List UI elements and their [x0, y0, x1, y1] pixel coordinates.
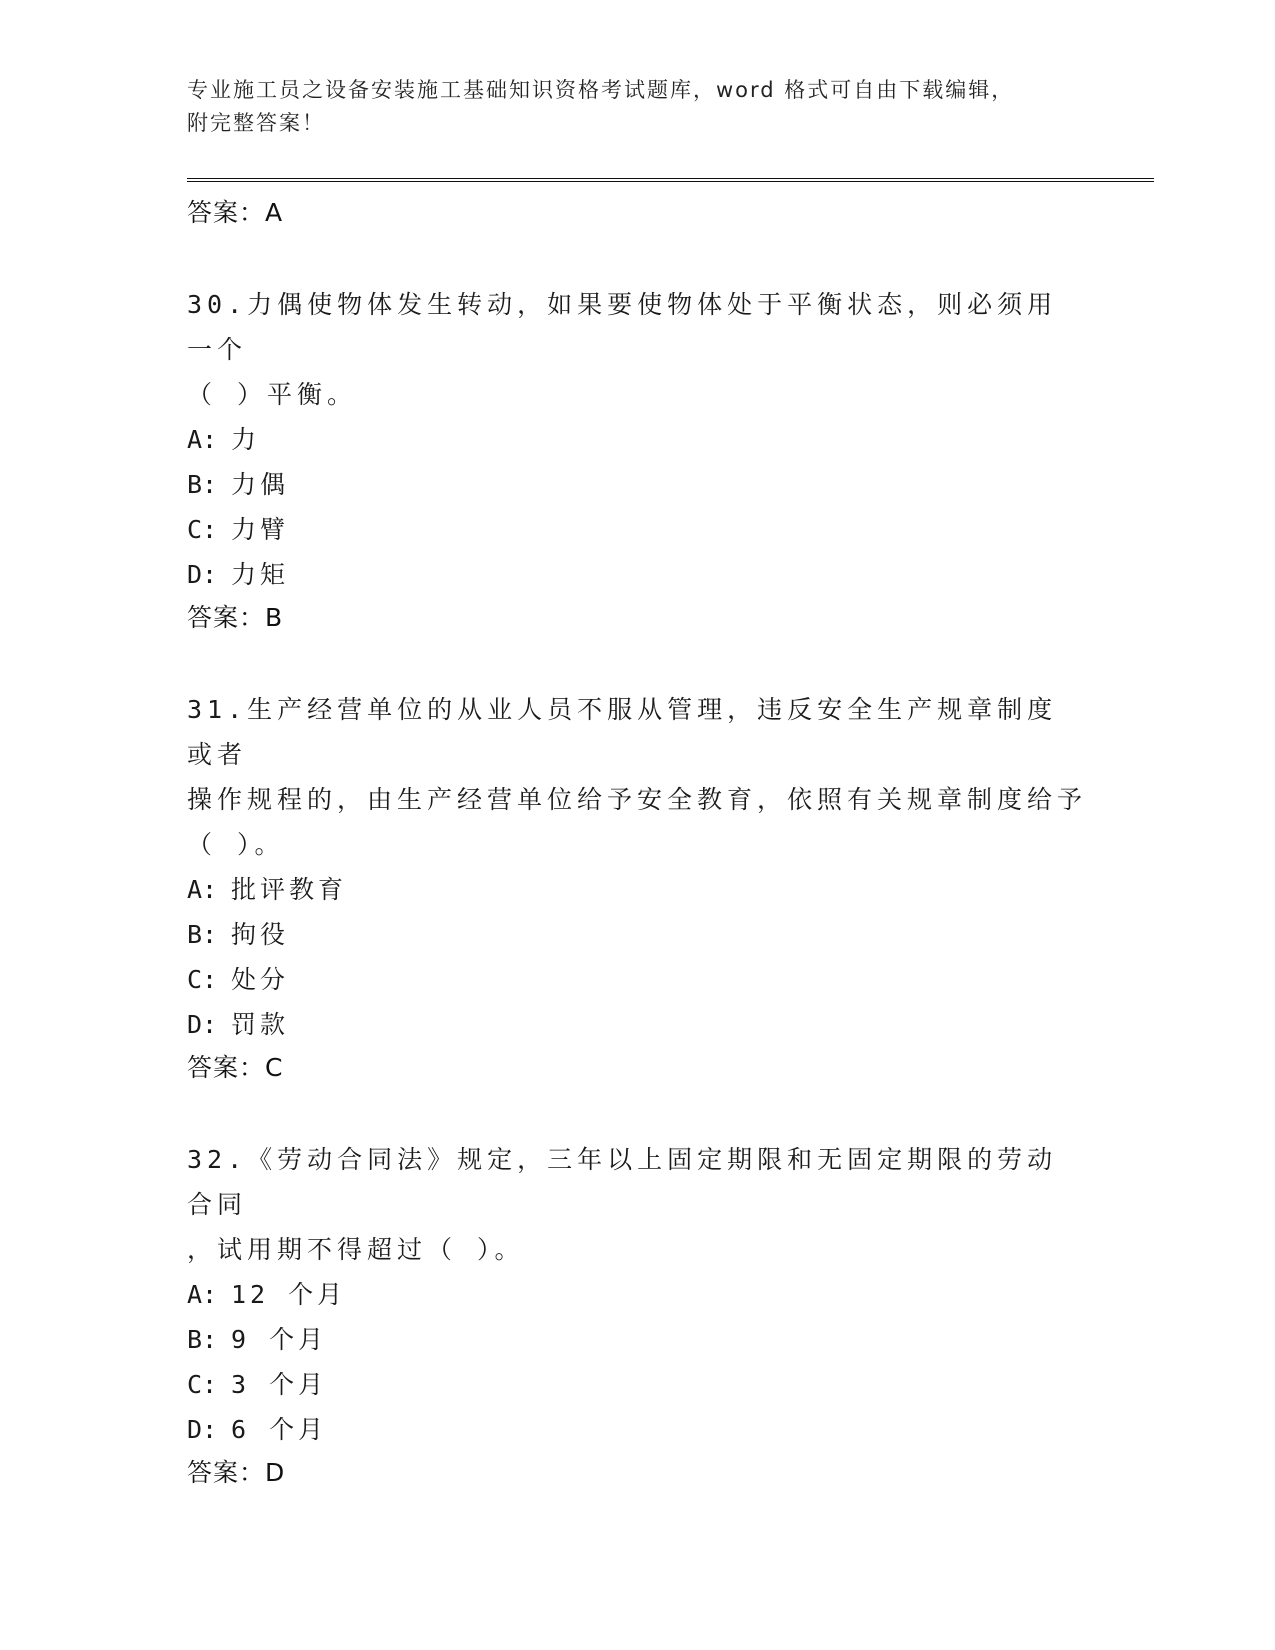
option-text: 12 个月 — [231, 1280, 347, 1309]
option-text: 批评教育 — [231, 875, 348, 904]
option-b — [187, 462, 1087, 507]
option-text: 处分 — [231, 965, 290, 994]
option-key: D: — [187, 560, 218, 589]
option-text: 力臂 — [231, 515, 290, 544]
header-line-1: 专业施工员之设备安装施工基础知识资格考试题库，word 格式可自由下载编辑， — [187, 78, 1015, 102]
option-c — [187, 507, 1087, 552]
option-text: 力 — [231, 425, 261, 454]
spacer — [187, 1089, 1087, 1137]
answer-label: 答案： — [187, 603, 266, 632]
option-c — [187, 1362, 1087, 1407]
option-key: B: — [187, 1325, 218, 1354]
question-line: 操作规程的，由生产经营单位给予安全教育，依照有关规章制度给予 — [187, 785, 1088, 814]
option-text: 力偶 — [231, 470, 290, 499]
option-key: D: — [187, 1010, 218, 1039]
option-text: 6 个月 — [231, 1415, 328, 1444]
question-line: ，试用期不得超过（ ）。 — [187, 1235, 525, 1264]
option-text: 力矩 — [231, 560, 290, 589]
answer-line — [187, 597, 1087, 639]
answer-line — [187, 1047, 1087, 1089]
option-a — [187, 417, 1087, 462]
option-key: B: — [187, 920, 218, 949]
question-block — [187, 282, 1087, 639]
option-key: A: — [187, 875, 218, 904]
option-text: 罚款 — [231, 1010, 290, 1039]
option-b — [187, 912, 1087, 957]
question-line: 31.生产经营单位的从业人员不服从管理，违反安全生产规章制度或者 — [187, 695, 1058, 769]
question-block — [187, 1137, 1087, 1494]
option-key: D: — [187, 1415, 218, 1444]
option-a — [187, 867, 1087, 912]
question-line: 30.力偶使物体发生转动，如果要使物体处于平衡状态，则必须用一个 — [187, 290, 1058, 364]
option-key: B: — [187, 470, 218, 499]
document-header — [187, 74, 1087, 140]
option-a — [187, 1272, 1087, 1317]
option-key: C: — [187, 515, 218, 544]
question-line: （ ）平衡。 — [187, 380, 358, 409]
question-text — [187, 1137, 1087, 1272]
answer-line — [187, 1452, 1087, 1494]
header-rule — [187, 178, 1154, 182]
option-text: 3 个月 — [231, 1370, 328, 1399]
answer-value: C — [265, 1053, 284, 1082]
answer-value: D — [265, 1458, 286, 1487]
answer-label: 答案： — [187, 198, 266, 227]
header-line-2: 附完整答案！ — [187, 111, 325, 135]
option-key: A: — [187, 1280, 218, 1309]
option-key: C: — [187, 965, 218, 994]
option-key: A: — [187, 425, 218, 454]
answer-label: 答案： — [187, 1458, 266, 1487]
option-key: C: — [187, 1370, 218, 1399]
option-d — [187, 1407, 1087, 1452]
option-text: 9 个月 — [231, 1325, 328, 1354]
option-d — [187, 552, 1087, 597]
question-text — [187, 282, 1087, 417]
question-text — [187, 687, 1087, 867]
option-d — [187, 1002, 1087, 1047]
answer-line — [187, 192, 1087, 234]
option-text: 拘役 — [231, 920, 290, 949]
answer-label: 答案： — [187, 1053, 266, 1082]
answer-value: B — [265, 603, 284, 632]
answer-value: A — [265, 198, 284, 227]
document-body — [187, 192, 1087, 1494]
option-b — [187, 1317, 1087, 1362]
spacer — [187, 639, 1087, 687]
question-block — [187, 687, 1087, 1089]
spacer — [187, 234, 1087, 282]
question-line: 32.《劳动合同法》规定，三年以上固定期限和无固定期限的劳动合同 — [187, 1145, 1058, 1219]
option-c — [187, 957, 1087, 1002]
question-line: （ ）。 — [187, 830, 285, 859]
